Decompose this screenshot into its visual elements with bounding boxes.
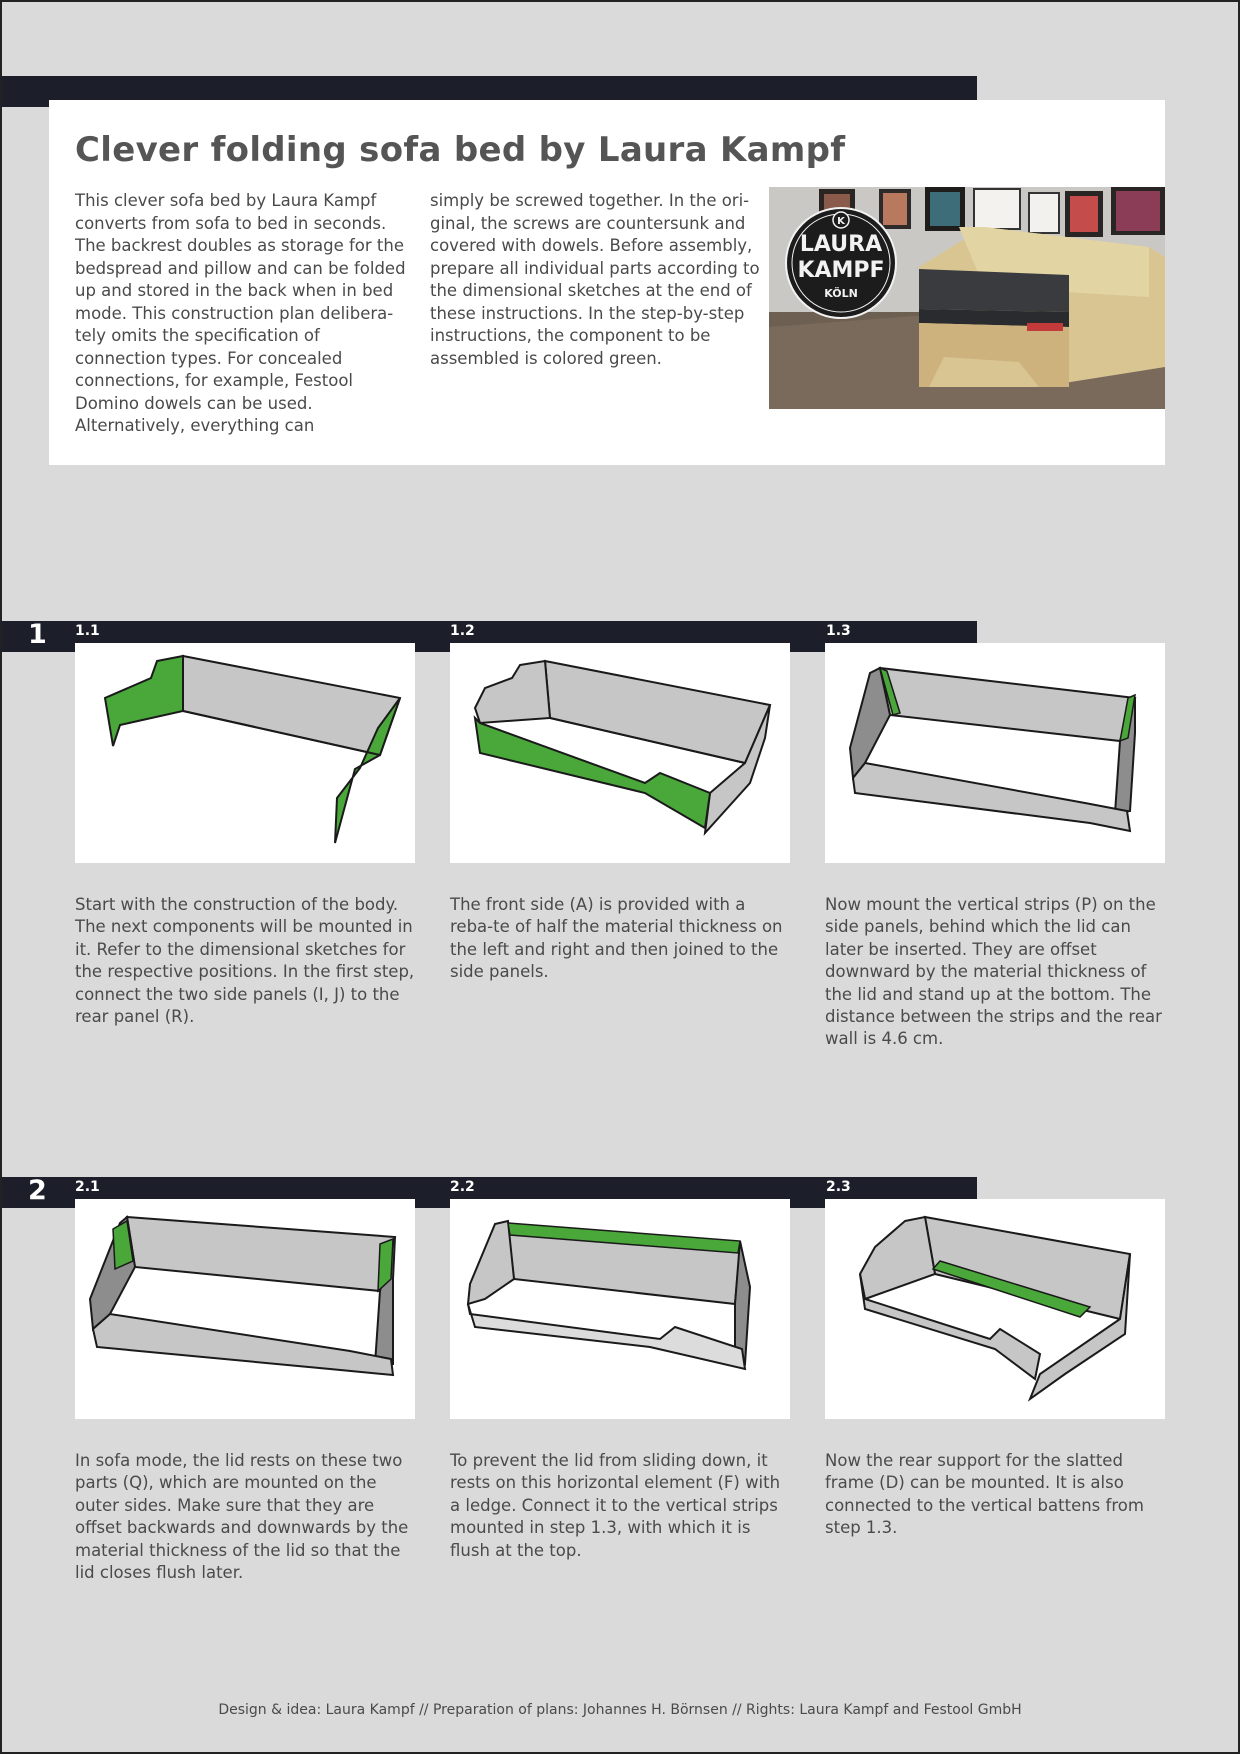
diagram-1-1 bbox=[75, 643, 415, 863]
substep-label: 1.1 bbox=[75, 623, 100, 639]
intro-text-column-2: simply be screwed together. In the ori-ginal, the screws are countersunk and covered with dowels. Before assembly, prepare all individual parts according to the dimensional sketches at the end of these instructions. In the step-by-step instructions, the component to be assembled is colored green. bbox=[430, 191, 760, 368]
intro-card bbox=[49, 100, 1165, 465]
substep-label: 2.2 bbox=[450, 1179, 475, 1195]
diagram-2-1 bbox=[75, 1199, 415, 1419]
sofa-photo bbox=[769, 187, 1165, 409]
substep-2-3-text: Now the rear support for the slatted frame (D) can be mounted. It is also connected to the vertical battens from step 1.3. bbox=[825, 1451, 1144, 1538]
intro-text-column-1: This clever sofa bed by Laura Kampf converts from sofa to bed in seconds. The backrest doubles as storage for the bedspread and pillow and can be folded up and stored in the back when in bed mode. This construction plan delibera-tely omits the specification of connection types. For concealed connections, for example, Festool Domino dowels can be used. Alternatively, everything can bbox=[75, 191, 406, 435]
diagram-2-3 bbox=[825, 1199, 1165, 1419]
diagram-1-3 bbox=[825, 643, 1165, 863]
substep-label: 1.2 bbox=[450, 623, 475, 639]
page-title: Clever folding sofa bed by Laura Kampf bbox=[75, 130, 846, 170]
substep-label: 2.3 bbox=[826, 1179, 851, 1195]
substep-label: 1.3 bbox=[826, 623, 851, 639]
substep-label: 2.1 bbox=[75, 1179, 100, 1195]
substep-2-2-text: To prevent the lid from sliding down, it rests on this horizontal element (F) with a ledge. Connect it to the vertical strips mounted in step 1.3, with which it is flush at the top. bbox=[450, 1451, 781, 1560]
substep-1-3-text: Now mount the vertical strips (P) on the side panels, behind which the lid can later be inserted. They are offset downward by the material thickness of the lid and stand up at the bottom. The distance between the strips and the rear wall is 4.6 cm. bbox=[825, 895, 1162, 1049]
diagram-1-2 bbox=[450, 643, 790, 863]
step-2-number: 2 bbox=[28, 1175, 47, 1206]
step-1-number: 1 bbox=[28, 619, 47, 650]
credits-footer: Design & idea: Laura Kampf // Preparation of plans: Johannes H. Börnsen // Rights: Laura Kampf and Festool GmbH bbox=[218, 1702, 1022, 1718]
logo-line-3: KÖLN bbox=[824, 287, 858, 300]
logo-letter: K bbox=[837, 216, 845, 227]
substep-2-1-text: In sofa mode, the lid rests on these two parts (Q), which are mounted on the outer sides. Make sure that they are offset backwards and downwards by the material thickness of the lid so that the lid closes flush later. bbox=[75, 1451, 409, 1583]
diagram-2-2 bbox=[450, 1199, 790, 1419]
substep-1-1-text: Start with the construction of the body. The next components will be mounted in it. Refer to the dimensional sketches for the respective positions. In the first step, connect the two side panels (I, J) to the rear panel (R). bbox=[75, 895, 415, 1027]
substep-1-2-text: The front side (A) is provided with a reba-te of half the material thickness on the left and right and then joined to the side panels. bbox=[450, 895, 783, 982]
logo-line-1: LAURA bbox=[799, 232, 883, 257]
logo-line-2: KAMPF bbox=[797, 258, 885, 283]
